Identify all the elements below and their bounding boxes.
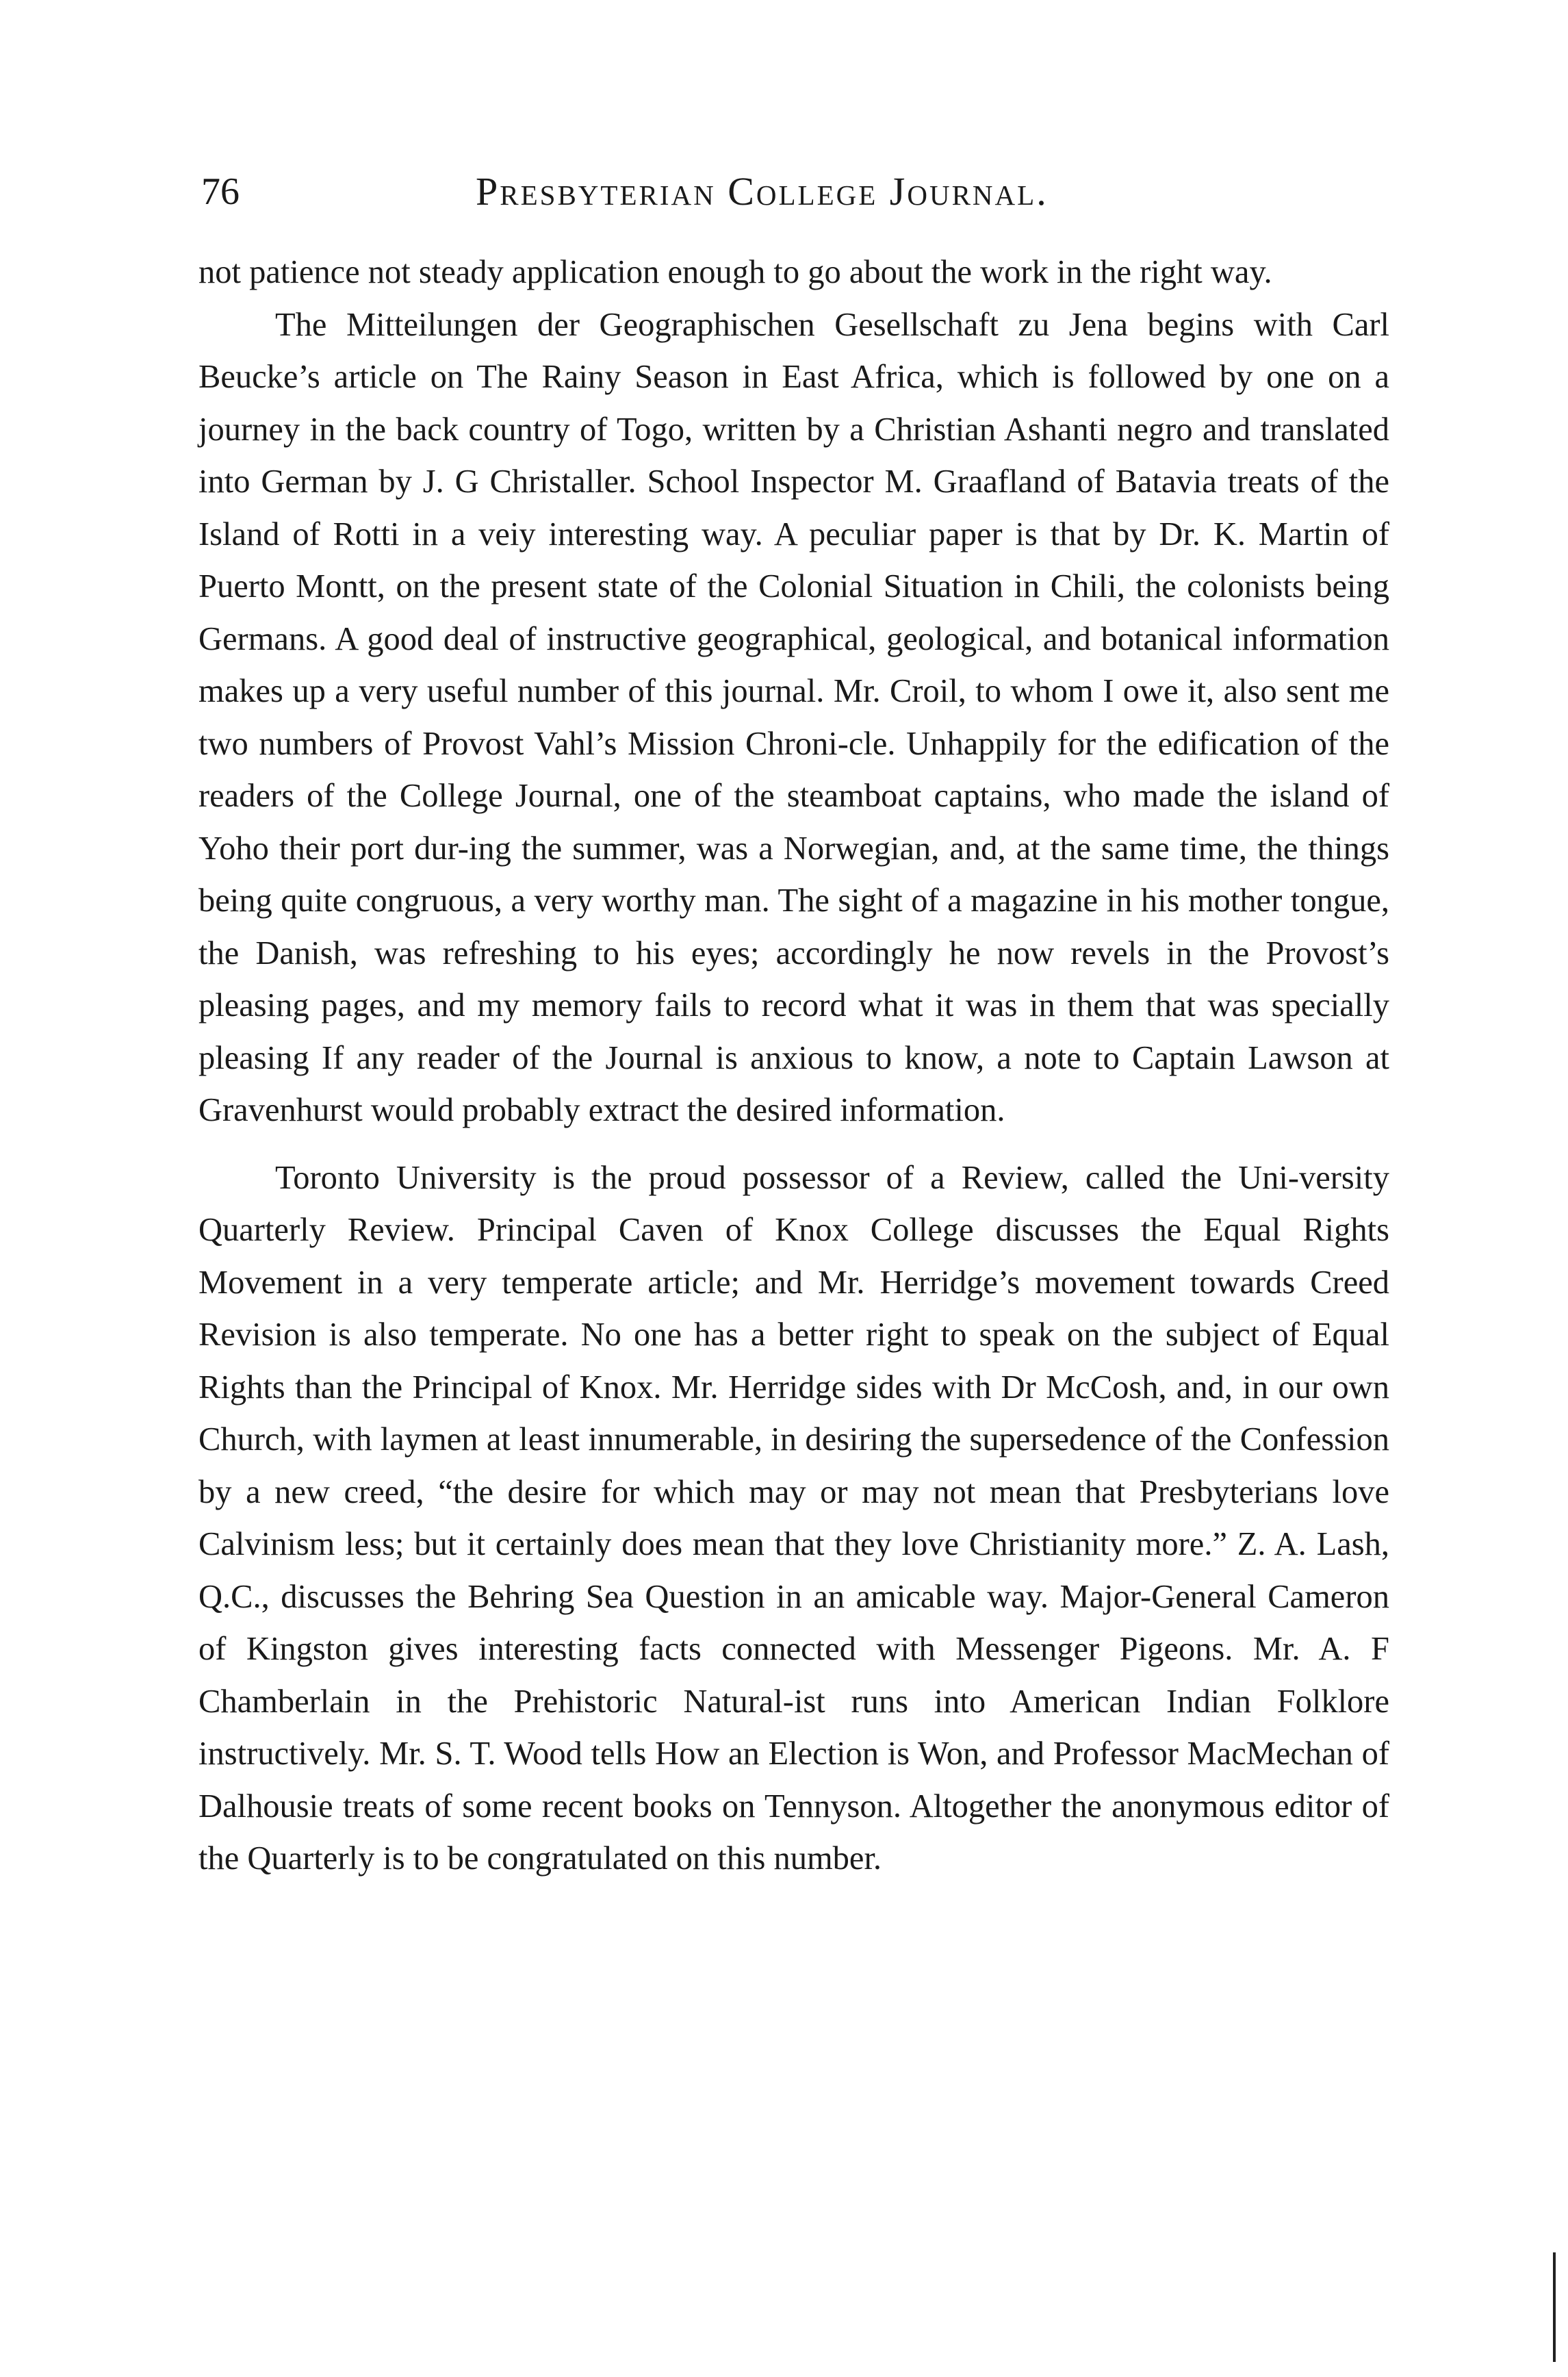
running-head <box>198 164 1389 226</box>
journal-title: Presbyterian College Journal. <box>476 169 1049 214</box>
paragraph-mitteilungen: The Mitteilungen der Geographischen Gesellschaft zu Jena begins with Carl Beucke’s article on The Rainy Season in East Africa, which is followed by one on a journey in the back country of Togo, written by a Christian Ashanti negro and translated into German by J. G Christaller. School Inspector M. Graafland of Batavia treats of the Island of Rotti in a veiy interesting way. A peculiar paper is that by Dr. K. Martin of Puerto Montt, on the present state of the Colonial Situation in Chili, the colonists being Germans. A good deal of instructive geographical, geological, and botanical information makes up a very useful number of this journal. Mr. Croil, to whom I owe it, also sent me two numbers of Provost Vahl’s Mission Chroni-cle. Unhappily for the edification of the readers of the College Journal, one of the steamboat captains, who made the island of Yoho their port dur-ing the summer, was a Norwegian, and, at the same time, the things being quite congruous, a very worthy man. The sight of a magazine in his mother tongue, the Danish, was refreshing to his eyes; accordingly he now revels in the Provost’s pleasing pages, and my memory fails to record what it was in them that was specially pleasing If any reader of the Journal is anxious to know, a note to Captain Lawson at Gravenhurst would probably extract the desired information. <box>198 306 1389 1128</box>
margin-rule <box>1553 2252 1556 2362</box>
page-number: 76 <box>201 170 240 213</box>
page <box>198 164 1389 1885</box>
paragraph-continuation: not patience not steady application enough to go about the work in the right way. <box>198 254 1272 290</box>
body-text <box>198 246 1389 1885</box>
paragraph-toronto-review: Toronto University is the proud possessor of a Review, called the Uni-versity Quarterly Review. Principal Caven of Knox College discusses the Equal Rights Movement in a very temperate article; and Mr. Herridge’s movement towards Creed Revision is also temperate. No one has a better right to speak on the subject of Equal Rights than the Principal of Knox. Mr. Herridge sides with Dr McCosh, and, in our own Church, with laymen at least innumerable, in desiring the supersedence of the Confession by a new creed, “the desire for which may or may not mean that Presbyterians love Calvinism less; but it certainly does mean that they love Christianity more.” Z. A. Lash, Q.C., discusses the Behring Sea Question in an amicable way. Major-General Cameron of Kingston gives interesting facts connected with Messenger Pigeons. Mr. A. F Chamberlain in the Prehistoric Natural-ist runs into American Indian Folklore instructively. Mr. S. T. Wood tells How an Election is Won, and Professor MacMechan of Dalhousie treats of some recent books on Tennyson. Altogether the anonymous editor of the Quarterly is to be congratulated on this number. <box>198 1159 1389 1877</box>
